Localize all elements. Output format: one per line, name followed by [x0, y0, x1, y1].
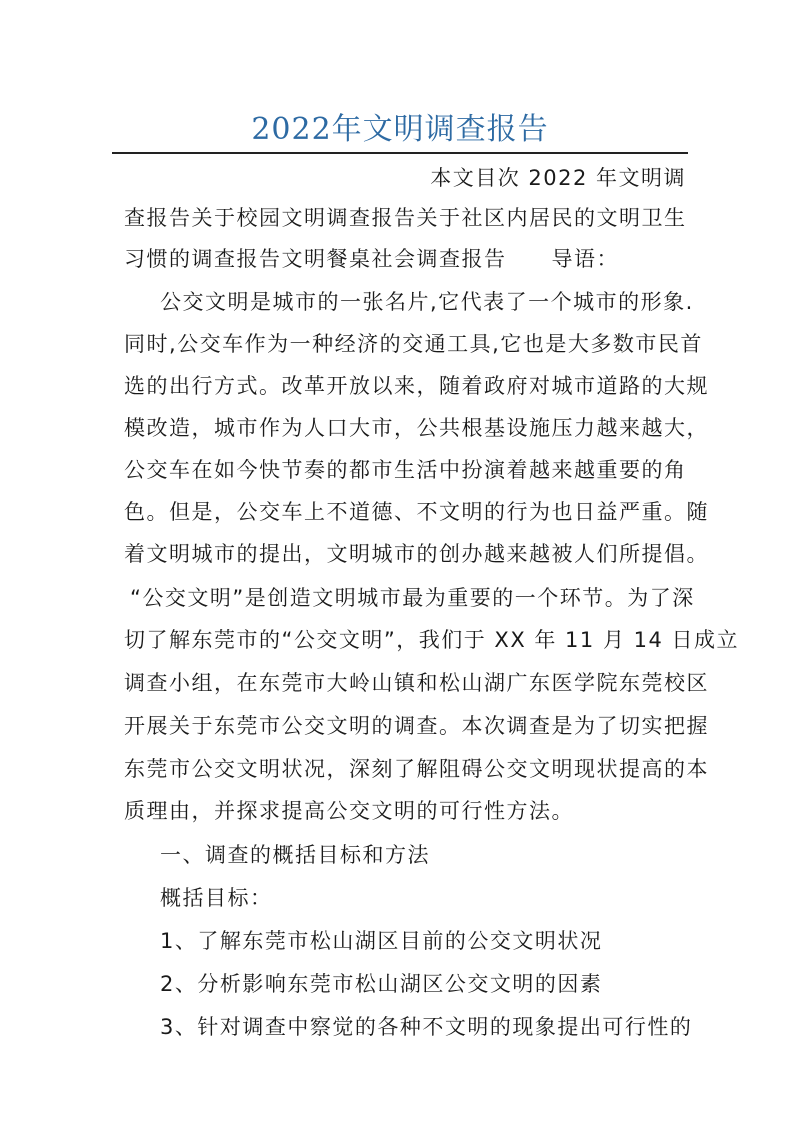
paragraph-1-line-2: 同时,公交车作为一种经济的交通工具,它也是大多数市民首: [124, 332, 703, 356]
document-title: 2022年文明调查报告: [251, 112, 549, 147]
objective-2: 2、分析影响东莞市松山湖区公交文明的因素: [160, 972, 603, 996]
paragraph-1-line-3: 选的出行方式。改革开放以来，随着政府对城市道路的大规: [124, 374, 709, 398]
paragraph-1-line-6: 色。但是，公交车上不道德、不文明的行为也日益严重。随: [124, 500, 709, 524]
title-divider: [112, 152, 688, 154]
paragraph-2-line-3: 调查小组，在东莞市大岭山镇和松山湖广东医学院东莞校区: [124, 671, 709, 695]
paragraph-2-line-5: 东莞市公交文明状况，深刻了解阻碍公交文明现状提高的本: [124, 757, 709, 781]
paragraph-1-line-5: 公交车在如今快节奏的都市生活中扮演着越来越重要的角: [124, 458, 687, 482]
subsection-heading: 概括目标：: [160, 886, 273, 910]
toc-line-3: 习惯的调查报告文明餐桌社会调查报告 导语：: [124, 247, 619, 271]
paragraph-1-line-7: 着文明城市的提出，文明城市的创办越来越被人们所提倡。: [124, 542, 709, 566]
toc-line-1: 本文目次 2022 年文明调: [430, 166, 686, 190]
paragraph-1-line-4: 模改造，城市作为人口大市，公共根基设施压力越来越大，: [124, 416, 709, 440]
objective-1: 1、了解东莞市松山湖区目前的公交文明状况: [160, 929, 603, 953]
objective-3: 3、针对调查中察觉的各种不文明的现象提出可行性的: [160, 1015, 693, 1039]
paragraph-2-line-4: 开展关于东莞市公交文明的调查。本次调查是为了切实把握: [124, 714, 709, 738]
section-heading: 一、调查的概括目标和方法: [160, 843, 430, 867]
paragraph-2-line-2: 切了解东莞市的“公交文明”，我们于 XX 年 11 月 14 日成立: [124, 628, 740, 652]
paragraph-2-line-1: “公交文明”是创造文明城市最为重要的一个环节。为了深: [130, 586, 695, 610]
paragraph-1-line-1: 公交文明是城市的一张名片,它代表了一个城市的形象.: [160, 290, 694, 314]
toc-line-2: 查报告关于校园文明调查报告关于社区内居民的文明卫生: [124, 206, 687, 230]
paragraph-2-line-6: 质理由，并探求提高公交文明的可行性方法。: [124, 799, 574, 823]
